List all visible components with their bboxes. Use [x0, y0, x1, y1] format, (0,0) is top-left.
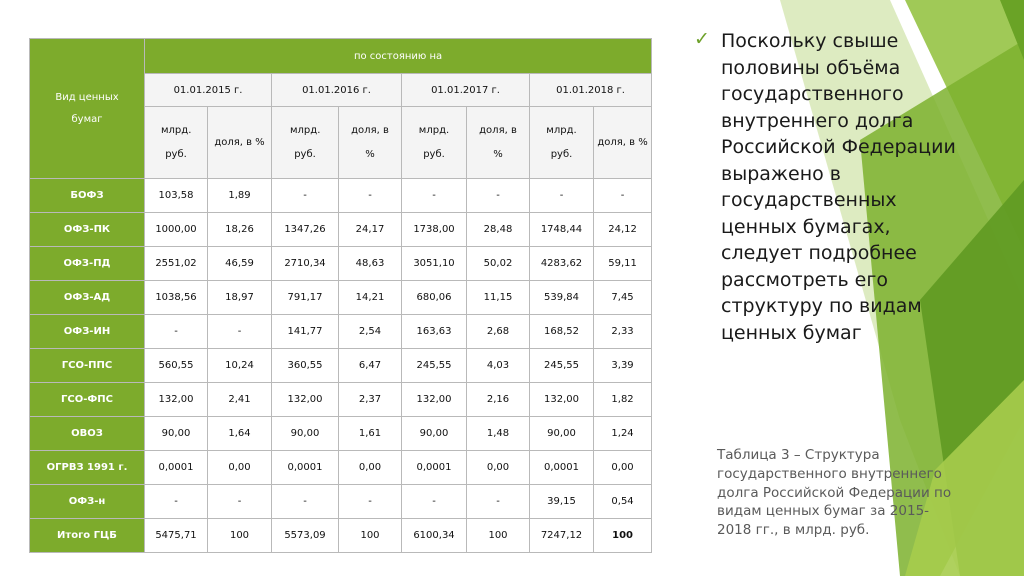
- table-row: [30, 179, 652, 213]
- table-row: [30, 485, 652, 519]
- table-cell: 0,0001: [530, 451, 594, 485]
- row-label: Итого ГЦБ: [30, 519, 145, 553]
- table-cell: 18,26: [208, 213, 272, 247]
- table-cell: 0,00: [208, 451, 272, 485]
- table-cell: 539,84: [530, 281, 594, 315]
- unit-header: млрд. руб.: [145, 107, 208, 179]
- unit-header: доля, в %: [467, 107, 530, 179]
- table-cell: 560,55: [145, 349, 208, 383]
- table-cell: 100: [594, 519, 652, 553]
- table-cell: 100: [339, 519, 402, 553]
- table-row-total: [30, 519, 652, 553]
- table-cell: -: [467, 485, 530, 519]
- table-cell: 1,89: [208, 179, 272, 213]
- table-cell: 0,00: [467, 451, 530, 485]
- table-cell: -: [339, 179, 402, 213]
- table-cell: 14,21: [339, 281, 402, 315]
- table-cell: 141,77: [272, 315, 339, 349]
- table-cell: 0,00: [339, 451, 402, 485]
- table-row: [30, 315, 652, 349]
- date-header: 01.01.2018 г.: [530, 74, 652, 107]
- table-cell: 2,54: [339, 315, 402, 349]
- unit-header: млрд. руб.: [530, 107, 594, 179]
- table-row: [30, 281, 652, 315]
- table-cell: 18,97: [208, 281, 272, 315]
- row-label: ГСО-ФПС: [30, 383, 145, 417]
- table-cell: 132,00: [145, 383, 208, 417]
- bullet-point: [694, 28, 956, 346]
- table-cell: 5475,71: [145, 519, 208, 553]
- table-cell: 680,06: [402, 281, 467, 315]
- unit-header: доля, в %: [594, 107, 652, 179]
- table-cell: 245,55: [402, 349, 467, 383]
- table-cell: 90,00: [145, 417, 208, 451]
- table-cell: 50,02: [467, 247, 530, 281]
- table-cell: 1038,56: [145, 281, 208, 315]
- table-cell: 103,58: [145, 179, 208, 213]
- securities-table: [29, 38, 652, 553]
- table-cell: 1,61: [339, 417, 402, 451]
- row-label: ОФЗ-ИН: [30, 315, 145, 349]
- unit-header: млрд. руб.: [272, 107, 339, 179]
- table-row: [30, 417, 652, 451]
- row-label: ОГРВЗ 1991 г.: [30, 451, 145, 485]
- table-cell: 7,45: [594, 281, 652, 315]
- group-header-as-of: по состоянию на: [145, 39, 652, 74]
- table-row: [30, 383, 652, 417]
- table-cell: 1,82: [594, 383, 652, 417]
- table-cell: 2,37: [339, 383, 402, 417]
- table-cell: -: [145, 315, 208, 349]
- table-row: [30, 213, 652, 247]
- table-cell: 0,0001: [272, 451, 339, 485]
- table-cell: -: [594, 179, 652, 213]
- table-cell: 7247,12: [530, 519, 594, 553]
- table-cell: 10,24: [208, 349, 272, 383]
- table-cell: 132,00: [272, 383, 339, 417]
- table-cell: 6,47: [339, 349, 402, 383]
- row-label: ОФЗ-н: [30, 485, 145, 519]
- unit-header: доля, в %: [339, 107, 402, 179]
- table-cell: 100: [467, 519, 530, 553]
- table-cell: 4283,62: [530, 247, 594, 281]
- table-row: [30, 247, 652, 281]
- table-cell: 360,55: [272, 349, 339, 383]
- table-cell: -: [208, 485, 272, 519]
- row-label: ГСО-ППС: [30, 349, 145, 383]
- table-cell: 245,55: [530, 349, 594, 383]
- table-cell: 90,00: [402, 417, 467, 451]
- table-cell: 0,54: [594, 485, 652, 519]
- table-cell: 0,0001: [402, 451, 467, 485]
- table-caption: Таблица 3 – Структура государственного внутреннего долга Российской Федерации по видам ценных бумаг за 2015-2018 гг., в млрд. руб.: [717, 447, 952, 539]
- table-cell: 163,63: [402, 315, 467, 349]
- table-cell: -: [467, 179, 530, 213]
- bullet-text: Поскольку свыше половины объёма государственного внутреннего долга Российской Федерации выражено в государственных ценных бумагах, следует подробнее рассмотреть его структуру по видам ценных бумаг: [721, 30, 956, 344]
- checkmark-icon: ✓: [694, 28, 710, 50]
- table-cell: 39,15: [530, 485, 594, 519]
- table-row: [30, 451, 652, 485]
- table-cell: 1738,00: [402, 213, 467, 247]
- table-cell: 46,59: [208, 247, 272, 281]
- row-label: ОВОЗ: [30, 417, 145, 451]
- table-cell: -: [272, 179, 339, 213]
- unit-header: доля, в %: [208, 107, 272, 179]
- table-cell: 28,48: [467, 213, 530, 247]
- table-cell: 100: [208, 519, 272, 553]
- row-label: ОФЗ-АД: [30, 281, 145, 315]
- table-cell: 2,68: [467, 315, 530, 349]
- row-label: ОФЗ-ПК: [30, 213, 145, 247]
- table-cell: -: [208, 315, 272, 349]
- table-cell: 1748,44: [530, 213, 594, 247]
- table-cell: -: [272, 485, 339, 519]
- table-cell: 1,64: [208, 417, 272, 451]
- row-label: ОФЗ-ПД: [30, 247, 145, 281]
- table-cell: 0,0001: [145, 451, 208, 485]
- table-cell: 132,00: [530, 383, 594, 417]
- row-label: БОФЗ: [30, 179, 145, 213]
- table-cell: 90,00: [530, 417, 594, 451]
- unit-header: млрд. руб.: [402, 107, 467, 179]
- table-cell: -: [402, 179, 467, 213]
- table-cell: 2551,02: [145, 247, 208, 281]
- table-cell: 168,52: [530, 315, 594, 349]
- table-cell: 24,17: [339, 213, 402, 247]
- table-cell: 3051,10: [402, 247, 467, 281]
- table-cell: 24,12: [594, 213, 652, 247]
- table-cell: 0,00: [594, 451, 652, 485]
- table-cell: 2,41: [208, 383, 272, 417]
- table-row: [30, 349, 652, 383]
- table-cell: 11,15: [467, 281, 530, 315]
- table-cell: 59,11: [594, 247, 652, 281]
- col-header-security-type: Вид ценных бумаг: [30, 39, 145, 179]
- table-cell: 132,00: [402, 383, 467, 417]
- table-cell: 1,24: [594, 417, 652, 451]
- table-cell: -: [339, 485, 402, 519]
- date-header: 01.01.2015 г.: [145, 74, 272, 107]
- table-cell: -: [145, 485, 208, 519]
- date-header: 01.01.2017 г.: [402, 74, 530, 107]
- date-header: 01.01.2016 г.: [272, 74, 402, 107]
- table-cell: 2,16: [467, 383, 530, 417]
- table-cell: 6100,34: [402, 519, 467, 553]
- table-cell: 90,00: [272, 417, 339, 451]
- table-cell: 1347,26: [272, 213, 339, 247]
- table-cell: 3,39: [594, 349, 652, 383]
- table-cell: 1,48: [467, 417, 530, 451]
- table-cell: -: [402, 485, 467, 519]
- table-cell: 1000,00: [145, 213, 208, 247]
- table-cell: 2710,34: [272, 247, 339, 281]
- table-cell: 4,03: [467, 349, 530, 383]
- table-cell: 791,17: [272, 281, 339, 315]
- table-cell: 2,33: [594, 315, 652, 349]
- table-cell: -: [530, 179, 594, 213]
- table-cell: 5573,09: [272, 519, 339, 553]
- table-cell: 48,63: [339, 247, 402, 281]
